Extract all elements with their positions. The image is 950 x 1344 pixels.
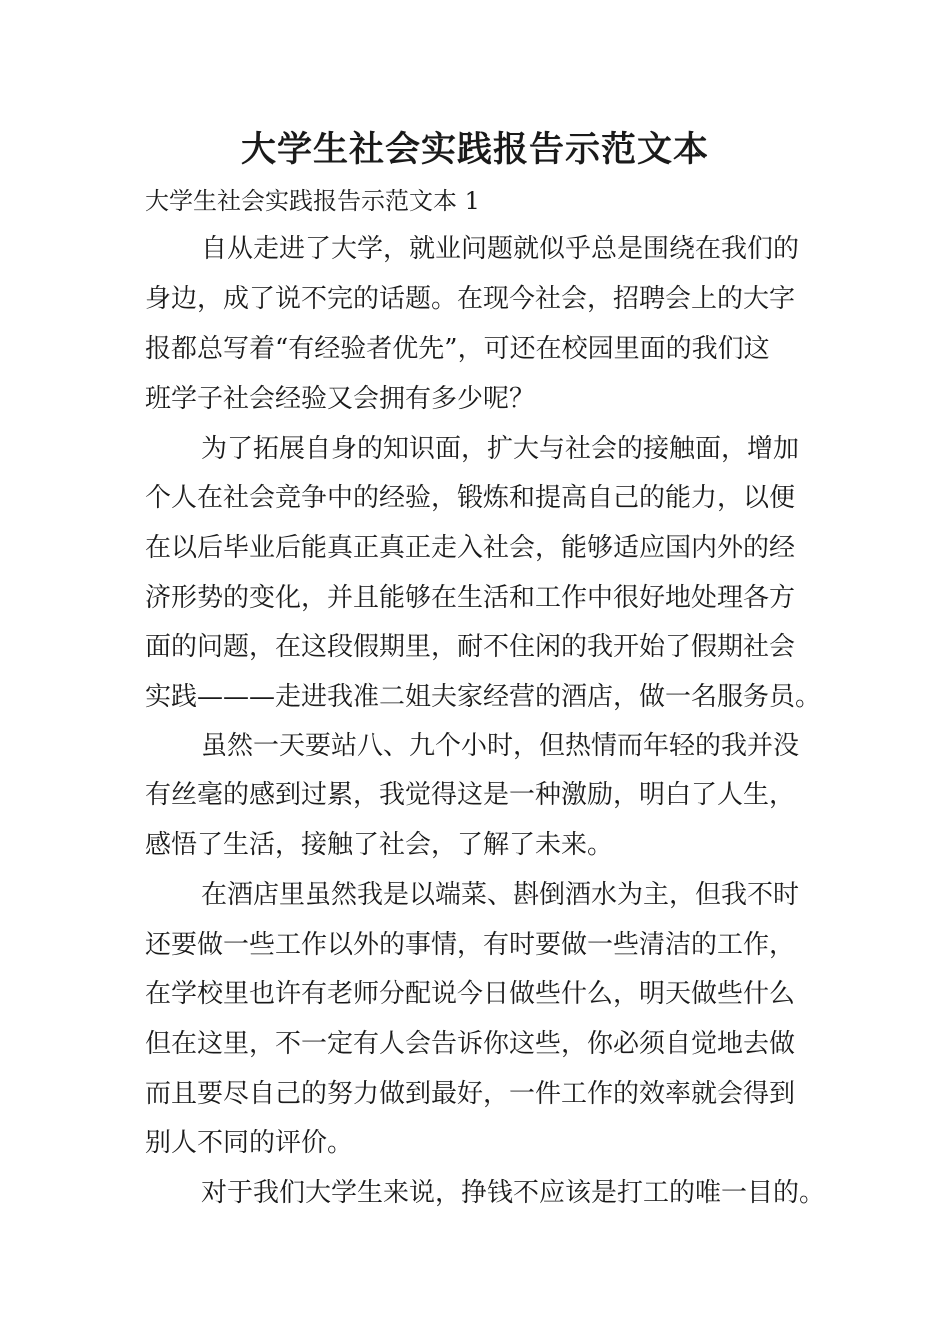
paragraph-3-line-1: 虽然一天要站八、九个小时，但热情而年轻的我并没 — [201, 731, 800, 761]
paragraph-4-line-4: 但在这里，不一定有人会告诉你这些，你必须自觉地去做 — [145, 1029, 796, 1059]
paragraph-4-line-6: 别人不同的评价。 — [145, 1128, 354, 1158]
paragraph-4-line-2: 还要做一些工作以外的事情，有时要做一些清洁的工作， — [145, 930, 796, 960]
paragraph-1-line-2: 身边，成了说不完的话题。在现今社会，招聘会上的大字 — [145, 284, 796, 314]
paragraph-3-line-3: 感悟了生活，接触了社会，了解了未来。 — [145, 830, 614, 860]
paragraph-2-line-2: 个人在社会竞争中的经验，锻炼和提高自己的能力，以便 — [145, 483, 796, 513]
paragraph-4-line-1: 在酒店里虽然我是以端菜、斟倒酒水为主，但我不时 — [201, 880, 800, 910]
paragraph-5-line-1: 对于我们大学生来说，挣钱不应该是打工的唯一目的。 — [201, 1178, 826, 1208]
paragraph-2-line-6: 实践———走进我准二姐夫家经营的酒店，做一名服务员。 — [145, 682, 822, 712]
document-title: 大学生社会实践报告示范文本 — [240, 129, 709, 170]
paragraph-2-line-5: 面的问题，在这段假期里，耐不住闲的我开始了假期社会 — [145, 632, 796, 662]
section-heading: 大学生社会实践报告示范文本 1 — [145, 187, 480, 215]
paragraph-4-line-5: 而且要尽自己的努力做到最好，一件工作的效率就会得到 — [145, 1079, 796, 1109]
paragraph-4-line-3: 在学校里也许有老师分配说今日做些什么，明天做些什么 — [145, 979, 796, 1009]
paragraph-3-line-2: 有丝毫的感到过累，我觉得这是一种激励，明白了人生， — [145, 780, 796, 810]
paragraph-1-line-1: 自从走进了大学，就业问题就似乎总是围绕在我们的 — [201, 234, 800, 264]
paragraph-2-line-4: 济形势的变化，并且能够在生活和工作中很好地处理各方 — [145, 583, 796, 613]
paragraph-2-line-3: 在以后毕业后能真正真正走入社会，能够适应国内外的经 — [145, 533, 796, 563]
paragraph-2-line-1: 为了拓展自身的知识面，扩大与社会的接触面，增加 — [201, 434, 800, 464]
paragraph-1-line-3: 报都总写着“有经验者优先”，可还在校园里面的我们这 — [145, 334, 770, 364]
paragraph-1-line-4: 班学子社会经验又会拥有多少呢？ — [145, 384, 536, 414]
